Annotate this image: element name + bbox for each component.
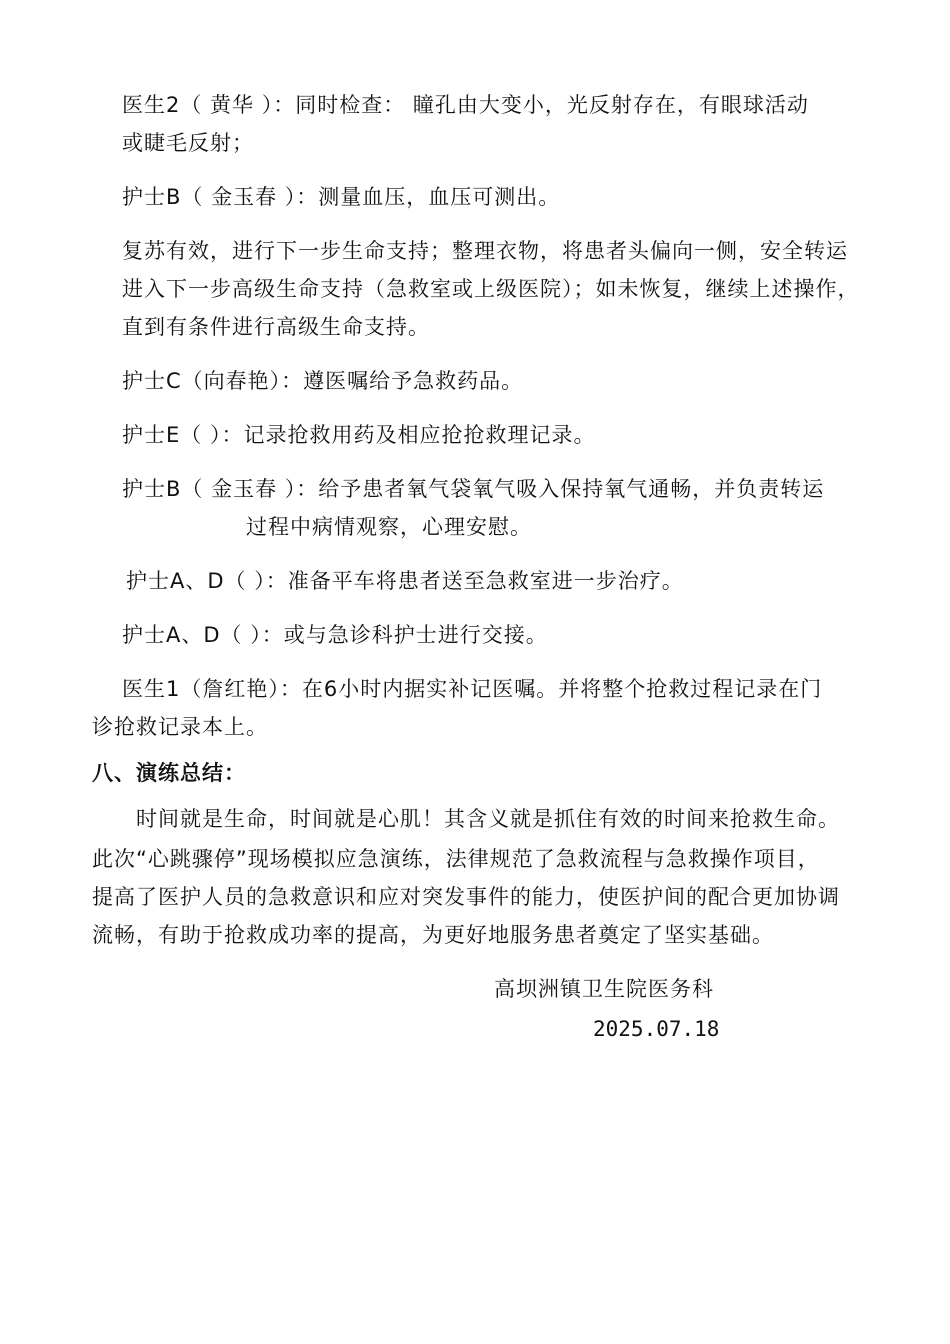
- summary-line1: 时间就是生命，时间就是心肌！其含义就是抓住有效的时间来抢救生命。: [136, 807, 840, 831]
- doctor2-check-line: 医生2（ 黄华 ）：同时检查： 瞳孔由大变小，光反射存在，有眼球活动: [122, 93, 809, 117]
- doctor2-check-line-cont: 或睫毛反射；: [122, 131, 254, 155]
- summary-line3: 提高了医护人员的急救意识和应对突发事件的能力，使医护间的配合更加协调: [92, 885, 840, 909]
- nurseB-oxygen-line: 护士B（ 金玉春 ）：给予患者氧气袋氧气吸入保持氧气通畅，并负责转运: [122, 477, 825, 501]
- section-heading: 八、演练总结：: [92, 761, 246, 785]
- nurseB-oxygen-line-cont: 过程中病情观察，心理安慰。: [246, 515, 532, 539]
- nurseAD-handover-line: 护士A、D（ ）：或与急诊科护士进行交接。: [122, 623, 548, 647]
- resuscitation-paragraph-line2: 进入下一步高级生命支持（急救室或上级医院）；如未恢复，继续上述操作，: [122, 277, 860, 301]
- signature: 高坝洲镇卫生院医务科: [494, 977, 714, 1001]
- nurseC-drugs-line: 护士C（向春艳）：遵医嘱给予急救药品。: [122, 369, 524, 393]
- nurseB-bp-line: 护士B（ 金玉春 ）：测量血压，血压可测出。: [122, 185, 561, 209]
- nurseAD-transport-line: 护士A、D（ ）：准备平车将患者送至急救室进一步治疗。: [126, 569, 684, 593]
- resuscitation-paragraph-line1: 复苏有效，进行下一步生命支持；整理衣物，将患者头偏向一侧，安全转运: [122, 239, 848, 263]
- nurseE-record-line: 护士E（ ）：记录抢救用药及相应抢抢救理记录。: [122, 423, 596, 447]
- doctor1-orders-line: 医生1（詹红艳）：在6小时内据实补记医嘱。并将整个抢救过程记录在门: [122, 677, 823, 701]
- summary-line4: 流畅，有助于抢救成功率的提高，为更好地服务患者奠定了坚实基础。: [92, 923, 774, 947]
- date: 2025.07.18: [593, 1017, 720, 1041]
- summary-line2: 此次“心跳骤停”现场模拟应急演练，法律规范了急救流程与急救操作项目，: [92, 847, 820, 871]
- doctor1-orders-line-cont: 诊抢救记录本上。: [92, 715, 268, 739]
- resuscitation-paragraph-line3: 直到有条件进行高级生命支持。: [122, 315, 430, 339]
